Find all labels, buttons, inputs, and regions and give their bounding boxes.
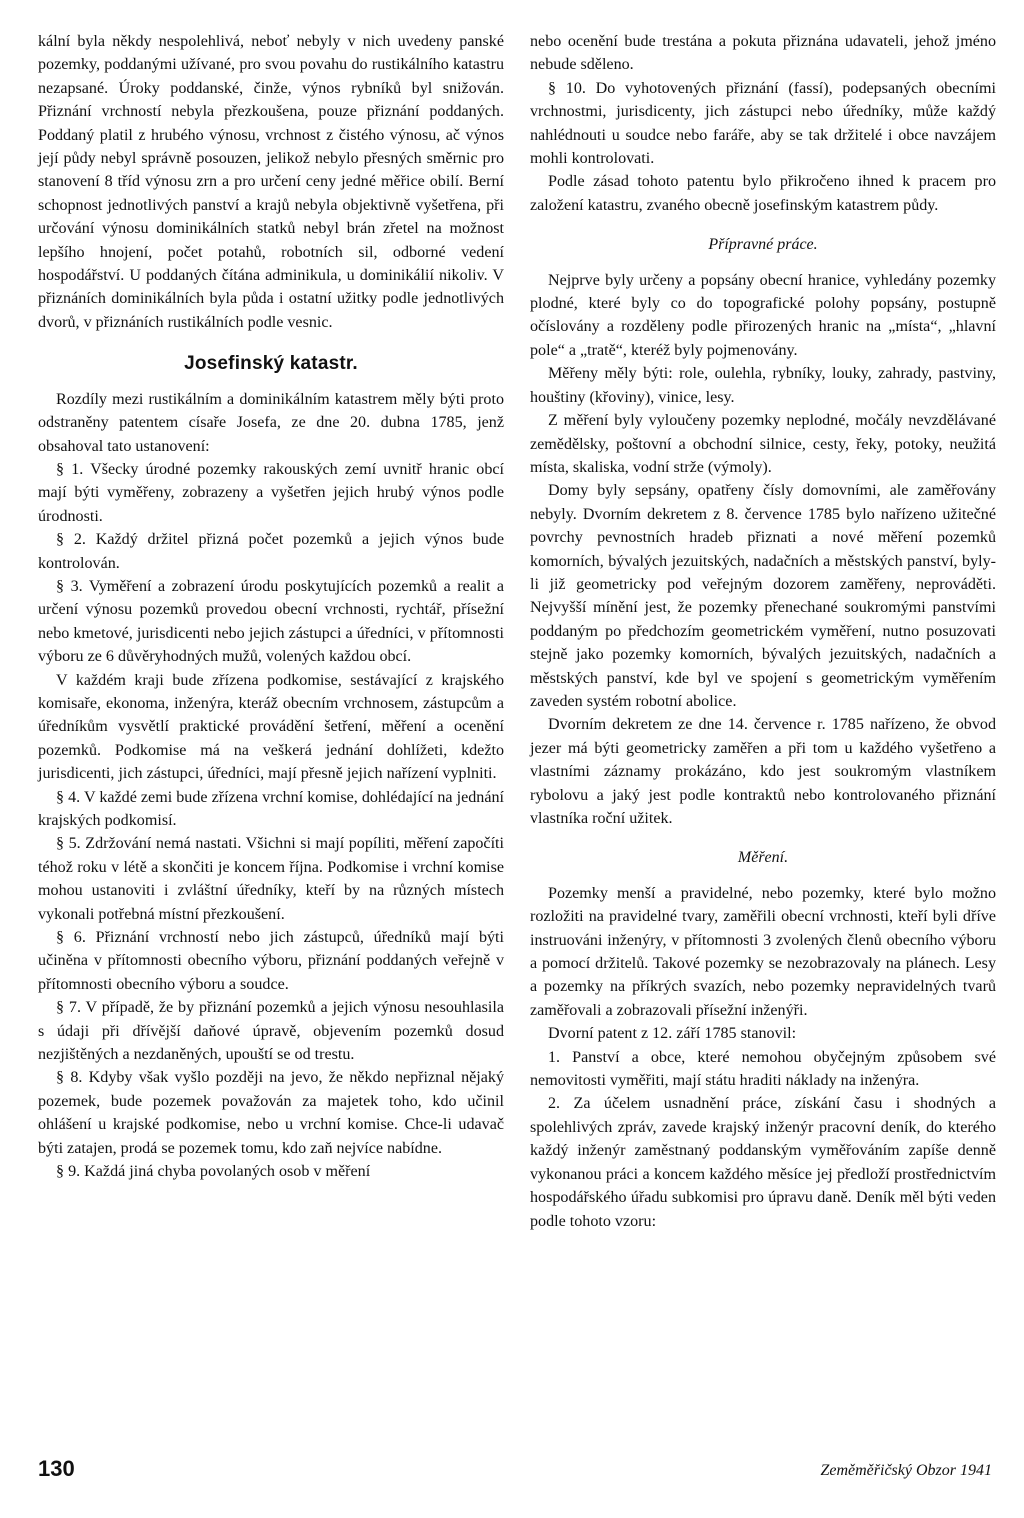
page-number: 130	[38, 1456, 75, 1481]
paragraph: Podle zásad tohoto patentu bylo přikročeno ihned k pracem pro založení katastru, zvaného obecně josefinským katastrem půdy.	[530, 173, 996, 214]
paragraph: Dvorní patent z 12. září 1785 stanovil:	[548, 1025, 797, 1043]
paragraph: Rozdíly mezi rustikálním a dominikálním katastrem měly býti proto odstraněny patentem císaře Josefa, ze dne 20. dubna 1785, jenž obsahoval tato ustanovení:	[38, 390, 504, 455]
patent-section-10: § 10. Do vyhotovených přiznání (fassí), podepsaných obecními vrchnostmi, jurisdicenty, jich zástupci nebo úředníky, může každý nahlédnouti u soudce nebo faráře, aby se tak držitelé i obce navzájem mohli kontrolovati.	[530, 79, 996, 168]
paragraph: Dvorním dekretem ze dne 14. července r. 1785 nařízeno, že obvod jezer má býti geometricky zaměřen a při tom u každého vyšetřeno a vlastními záznamy prokázáno, kdo jest soukromým vlastníkem rybolovu a jaký jest podle kontraktů nebo kontrolovaného přiznání vlastníka roční užitek.	[530, 716, 996, 827]
patent-section-5: § 5. Zdržování nemá nastati. Všichni si mají popíliti, měření započíti téhož roku v létě a skončiti je koncem října. Podkomise i vrchní komise mohou ustanoviti i zvláštní úředníky, kteří by na různých místech vykonali potřebná místní přezkoušení.	[38, 835, 504, 923]
patent-section-6: § 6. Přiznání vrchností nebo jich zástupců, úředníků mají býti učiněna v přítomnosti obecního výboru, přiznání poddaných veřejně v přítomnosti obecního výboru a soudce.	[38, 929, 504, 993]
paragraph: Z měření byly vyloučeny pozemky neplodné, močály nevzdělávané zemědělsky, poštovní a obchodní silnice, cesty, řeky, potoky, neužitá místa, skaliska, vodní strže (výmoly).	[530, 412, 996, 476]
patent-section-8: § 8. Kdyby však vyšlo později na jevo, že někdo nepřiznal nějaký pozemek, bude pozemek považován za majetek toho, kdo učinil ohlášení u krajské podkomise, nebo u vrchní komise. Chce-li udavač býti zatajen, prodá se pozemek tomu, kdo zaň nejvíce nabídne.	[38, 1069, 504, 1157]
paragraph: Měřeny měly býti: role, oulehla, rybníky, louky, zahrady, pastviny, houštiny (křoviny), vinice, lesy.	[530, 365, 996, 406]
paragraph: V každém kraji bude zřízena podkomise, sestávající z krajského komisaře, ekonoma, inženýra, kteráž obecním vrchnosem, zástupcům a úředníkům vysvětlí praktické provádění šetření, měření a ocenění pozemků. Podkomise má na veškerá jednání dohlížeti, kdežto jurisdicenti, jich zástupci, úředníci, mají přesně jejich nařízení vyplniti.	[38, 671, 504, 783]
patent-section-2: § 2. Každý držitel přizná počet pozemků a jejich výnos bude kontrolován.	[38, 531, 504, 572]
patent-section-9: § 9. Každá jiná chyba povolaných osob v měření	[56, 1163, 371, 1181]
continued-paragraph: kální byla někdy nespolehlivá, neboť nebyly v nich uvedeny panské pozemky, poddanými užívané, pro svou povahu do rustikálního katastru nezapsané. Úroky poddanské, činže, výnos rybníků byl snižován. Přiznání vrchností nebyla přezkoušena, pouze přiznání poddaných. Poddaný platil z hrubého výnosu, vrchnost z čistého výnosu, ač výnos její půdy nebyl správně posouzen, jelikož nebylo přesných směrnic pro stanovení 8 tříd výnosu zrn a pro určení ceny jedné měřice obilí. Berní schopnost jednotlivých panství a krajů nebyla objektivně vyšetřena, při určování výnosu dominikálních statků nebyl brán zřetel na možnost lepšího hnojení, počet potahů, robotních sil, odborné vedení hospodářství. U poddaných čítána adminikula, u dominikálií nikoliv. V přiznáních dominikálních byla půda i ostatní užitky podle jednotlivých dvorů, v přiznáních rustikálních podle vesnic.	[38, 33, 504, 331]
patent-section-3: § 3. Vyměření a zobrazení úrodu poskytujících pozemků a realit a určení výnosu pozemků provedou obecní vrchnosti, rychtář, přísežní nebo kmetové, jurisdicenti nebo jejich zástupci a úředníci, v přítomnosti výboru ze 6 důvěryhodných mužů, volených každou obcí.	[38, 577, 504, 666]
paragraph: 2. Za účelem usnadnění práce, získání času i shodných a spolehlivých zpráv, zavede krajský inženýr pracovní deník, do kterého každý inženýr zaměstnaný poddanským vyměřováním zapíše denně vykonanou práci a koncem každého měsíce jej předloží prostřednictvím hospodářského úřadu subkomisi pro úpravu daně. Deník měl býti veden podle tohoto vzoru:	[530, 1095, 996, 1230]
paragraph: Nejprve byly určeny a popsány obecní hranice, vyhledány pozemky plodné, které byly co do topografické polohy popsány, postupně očíslovány a rozděleny podle přirozených hranic na „místa“, „hlavní pole“ a „tratě“, kteréž byly pojmenovány.	[530, 271, 996, 359]
patent-section-7: § 7. V případě, že by přiznání pozemků a jejich výnosu nesouhlasila s údaji při dřívější daňové úpravě, objevením pozemků dosud nezjištěných a nezdaněných, upouští se od trestu.	[38, 999, 504, 1064]
page-footer	[38, 1456, 992, 1486]
paragraph: 1. Panství a obce, které nemohou obyčejným způsobem své nemovitosti vyměřiti, mají státu hraditi náklady na inženýra.	[530, 1048, 996, 1090]
section-heading: Josefinský katastr.	[184, 353, 358, 375]
patent-section-1: § 1. Všecky úrodné pozemky rakouských zemí uvnitř hranic obcí mají býti vyměřeny, zobrazeny a vyšetřen jejich hrubý výnos podle úrodnosti.	[38, 460, 504, 525]
continued-paragraph: nebo ocenění bude trestána a pokuta přiznána udavateli, jehož jméno nebude sděleno.	[530, 33, 996, 74]
paragraph: Pozemky menší a pravidelné, nebo pozemky, které bylo možno rozložiti na pravidelné tvary, zaměřili obecní vrchnosti, kteří byli dříve instruováni inženýry, v přítomnosti 3 zvolených členů obecního výboru a pomocí držitelů. Takové pozemky se nezobrazovaly na plánech. Lesy a pozemky na příkrých svazích, nebo pozemky nepravidelných tvarů zaměřovali a zobrazovali přísežní inženýři.	[530, 884, 996, 1019]
journal-title: Zeměměřičský Obzor 1941	[820, 1462, 992, 1479]
patent-section-4: § 4. V každé zemi bude zřízena vrchní komise, dohlédající na jednání krajských podkomisí.	[38, 788, 504, 829]
left-column	[38, 30, 504, 1184]
journal-page	[34, 30, 996, 1480]
subsection-heading: Měření.	[737, 849, 789, 867]
right-column	[530, 30, 996, 1233]
paragraph: Domy byly sepsány, opatřeny čísly domovními, ale zaměřovány nebyly. Dvorním dekretem z 8. července 1785 bylo nařízeno užitečné povrchy pevnostních hradeb přiznati a nové měření pozemků komorních, bývalých jezuitských, nadačních a městských panství, byly-li již geometricky pod veřejným dozorem zaměřeny, neprováděti. Nejvyšší mínění jest, že pozemky přenechané soukromými panstvími poddaným po předchozím geometrickém vyměření, nutno posuzovati stejně jako pozemky komorních, bývalých jezuitských, nadačních a městských panství, kde byl ve spojení s geometrickým vyměřením zaveden systém robotní abolice.	[530, 482, 996, 710]
subsection-heading: Přípravné práce.	[708, 236, 818, 254]
